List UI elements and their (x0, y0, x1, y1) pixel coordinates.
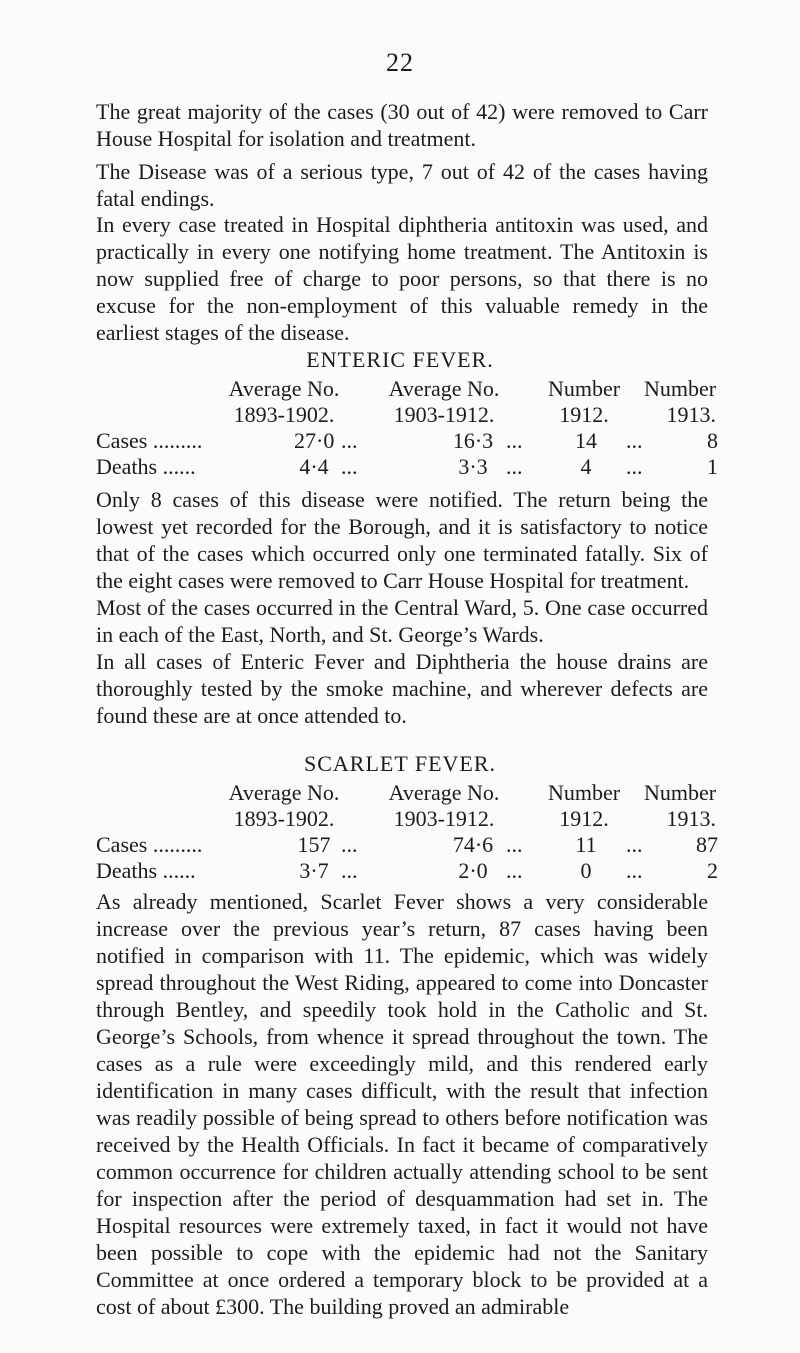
paragraph-removal: The great majority of the cases (30 out of 42) were removed to Carr House Hospital for isolation and treatment. (96, 99, 708, 151)
cell-value: 2 (707, 858, 718, 883)
cell-value: 74·6 (452, 832, 494, 857)
cell-value: 3·3 (458, 454, 488, 479)
col-header-1913: Number (644, 376, 717, 401)
col-header-avg-1893: Average No. (228, 780, 340, 805)
row-label-deaths: Deaths ...... (96, 454, 196, 479)
row-label-cases: Cases ......... (96, 428, 203, 453)
leader-dots: ... (341, 858, 358, 883)
col-header-year-1912: 1912. (559, 402, 609, 427)
cell-value: 0 (580, 858, 592, 883)
leader-dots: ... (626, 832, 643, 857)
cell-value: 11 (575, 832, 597, 857)
col-header-years-1893: 1893-1902. (233, 806, 335, 831)
row-label-cases: Cases ......... (96, 832, 203, 857)
col-header-1912: Number (547, 376, 621, 401)
cell-value: 8 (707, 428, 718, 453)
cell-value: 87 (696, 832, 718, 857)
leader-dots: ... (626, 454, 643, 479)
table-row (96, 428, 716, 454)
paragraph-enteric-notified: Only 8 cases of this disease were notified. The return being the lowest yet recorded for the Borough, and it is satisfactory to notice that of the cases which occurred only one terminated fatally. Six of the eight cases were removed to Carr House Hospital for treatment. (96, 487, 708, 593)
row-label-deaths: Deaths ...... (96, 858, 196, 883)
enteric-table (96, 376, 716, 480)
table-header-row (96, 402, 716, 428)
cell-value: 2·0 (458, 858, 488, 883)
table-header-row (96, 780, 716, 806)
paragraph-scarlet-epidemic: As already mentioned, Scarlet Fever shows a very considerable increase over the previous year’s return, 87 cases having been notified in comparison with 11. The epidemic, which was widely spread throughout the West Riding, appeared to come into Doncaster through Bentley, and speedily took hold in the Catholic and St. George’s Schools, from whence it spread throughout the town. The cases as a rule were exceedingly mild, and this rendered early identification in many cases difficult, with the result that infection was readily possible of being spread to others before notification was received by the Health Officials. In fact it became of comparatively common occurrence for children actually attending school to be sent for inspection after the period of desquammation had set in. The Hospital resources were extremely taxed, in fact it would not have been possible to cope with the epidemic had not the Sanitary Committee at once ordered a temporary block to be provided at a cost of about £300. The building proved an admirable (96, 889, 708, 1319)
col-header-avg-1903: Average No. (388, 780, 500, 805)
leader-dots: ... (506, 858, 523, 883)
paragraph-antitoxin: In every case treated in Hospital diphtheria antitoxin was used, and practically in every one notifying home treatment. The Antitoxin is now supplied free of charge to poor persons, so that there is no excuse for the non-employment of this valuable remedy in the earliest stages of the disease. (96, 212, 708, 345)
heading-scarlet-fever: SCARLET FEVER. (303, 751, 497, 776)
paragraph-fatal: The Disease was of a serious type, 7 out of 42 of the cases having fatal endings. (96, 159, 708, 211)
cell-value: 3·7 (299, 858, 329, 883)
leader-dots: ... (341, 428, 358, 453)
cell-value: 27·0 (294, 428, 335, 453)
cell-value: 4 (580, 454, 592, 479)
cell-value: 4·4 (299, 454, 329, 479)
heading-enteric-fever: ENTERIC FEVER. (306, 347, 494, 372)
table-row (96, 858, 716, 884)
paragraph-enteric-wards: Most of the cases occurred in the Central Ward, 5. One case occurred in each of the East, North, and St. George’s Wards. (96, 595, 708, 647)
leader-dots: ... (626, 858, 643, 883)
col-header-years-1903: 1903-1912. (393, 402, 495, 427)
scarlet-table (96, 780, 716, 884)
paragraph-drains: In all cases of Enteric Fever and Diphtheria the house drains are thoroughly tested by the smoke machine, and wherever defects are found these are at once attended to. (96, 649, 708, 728)
leader-dots: ... (341, 832, 358, 857)
col-header-1913: Number (644, 780, 717, 805)
page-number: 22 (386, 48, 414, 77)
table-row (96, 454, 716, 480)
leader-dots: ... (626, 428, 643, 453)
leader-dots: ... (506, 454, 523, 479)
table-header-row (96, 806, 716, 832)
cell-value: 157 (297, 832, 331, 857)
cell-value: 14 (575, 428, 597, 453)
leader-dots: ... (506, 428, 523, 453)
cell-value: 16·3 (452, 428, 494, 453)
col-header-year-1913: 1913. (666, 806, 716, 831)
leader-dots: ... (341, 454, 358, 479)
cell-value: 1 (707, 454, 718, 479)
col-header-years-1893: 1893-1902. (233, 402, 335, 427)
col-header-year-1913: 1913. (666, 402, 716, 427)
table-header-row (96, 376, 716, 402)
col-header-avg-1893: Average No. (228, 376, 340, 401)
col-header-years-1903: 1903-1912. (393, 806, 495, 831)
col-header-1912: Number (547, 780, 621, 805)
col-header-avg-1903: Average No. (388, 376, 500, 401)
leader-dots: ... (506, 832, 523, 857)
table-row (96, 832, 716, 858)
col-header-year-1912: 1912. (559, 806, 609, 831)
